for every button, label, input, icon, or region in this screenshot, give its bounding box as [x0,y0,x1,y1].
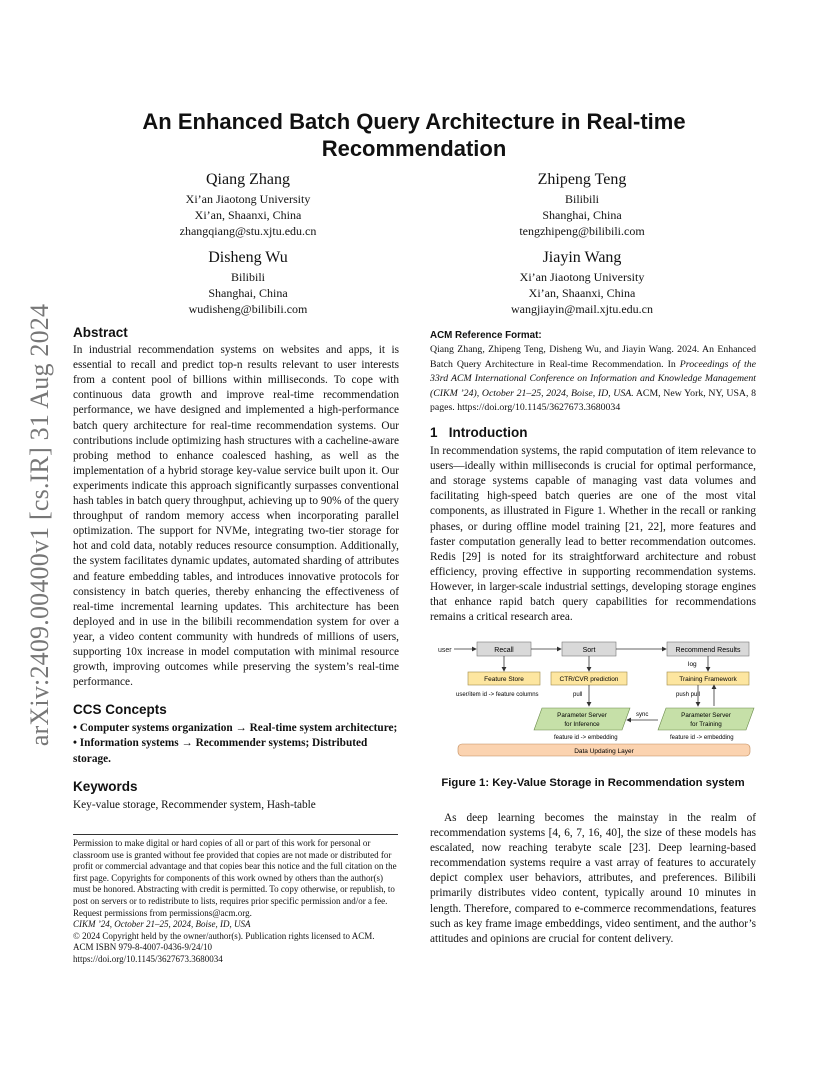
author-email[interactable]: wangjiayin@mail.xjtu.edu.cn [510,302,654,316]
introduction-paragraph-1: In recommendation systems, the rapid computation of item relevance to users—ideally within milliseconds is crucial for optimal performance, and storage systems capable of managing vast data volumes and facilitating high-speed batch queries are one of the most vital components, as illustrated in Figure 1. Whether in the recall or ranking phases, or during offline model training [21, 22], more features and faster computation generally lead to better recommendation outcomes. Redis [29] is noted for its straightforward architecture and robust efficiency, proving effective in supporting recommendation systems. However, in larger-scale industrial settings, developing storage engines that enhance rapid batch query capabilities for recommendations remains a critical research area. [430,445,756,624]
introduction-section [430,425,756,625]
introduction-paragraph-2-block [430,811,756,947]
acm-reference-heading: ACM Reference Format: [430,330,542,341]
author-name: Qiang Zhang [206,171,290,188]
author-location: Xi’an, Shaanxi, China [528,286,636,300]
introduction-paragraph-2: As deep learning becomes the mainstay in the realm of recommendation systems [4, 6, 7, 16, 40], the size of these models has escalated, now reaching terabyte scale [23]. Deep learning-based recommendation systems require a vast array of features to accurately depict complex user behaviors, attributes, and preferences. Bilibili primarily distributes video content, typically around 10 minutes in length. Therefore, compared to e-commerce recommendations, features such as key frame image embeddings, video sentiment, and the author’s attitudes and opinions are crucial for content delivery. [430,812,756,945]
ps-training-label-1: Parameter Server [681,712,731,719]
footnote-doi[interactable]: https://doi.org/10.1145/3627673.3680034 [73,953,223,964]
author-name: Zhipeng Teng [537,171,627,188]
footnote-venue: CIKM ’24, October 21–25, 2024, Boise, ID, USA [73,919,251,930]
ccs-heading: CCS Concepts [73,702,167,718]
sort-label: Sort [582,647,596,654]
ps-inference-label-1: Parameter Server [557,712,607,719]
feature-id-embedding-label-2: feature id -> embedding [670,735,734,741]
author-name: Disheng Wu [208,249,288,266]
author-block-4 [432,248,732,317]
ctr-label: CTR/CVR prediction [559,676,619,683]
author-affiliation: Xi’an Jiaotong University [185,192,311,206]
author-block-1 [98,170,398,239]
user-item-mapping-label: user/item id -> feature columns [456,692,539,698]
author-block-2 [432,170,732,239]
acm-reference-tail: ACM, New York, NY, USA, 8 pages. https://doi.org/10.1145/3627673.3680034 [430,387,756,414]
author-affiliation: Bilibili [564,192,599,206]
figure-1-diagram [430,638,760,764]
author-email[interactable]: tengzhipeng@bilibili.com [519,224,645,238]
author-location: Shanghai, China [208,286,288,300]
author-location: Shanghai, China [542,208,622,222]
abstract-heading: Abstract [73,325,128,340]
author-block-3 [98,248,398,317]
data-updating-layer-label: Data Updating Layer [574,748,634,755]
left-column [73,325,399,813]
introduction-title: Introduction [448,425,528,440]
author-email[interactable]: zhangqiang@stu.xjtu.edu.cn [179,224,317,238]
acm-reference-proceedings: Proceedings of the 33rd ACM International Conference on Information and Knowledge Management (CIKM ’24), October 21–25, 2024, Boise, ID, USA. [430,358,756,399]
footnote [73,838,399,966]
footnote-rule [73,834,398,835]
footnote-isbn: ACM ISBN 979-8-4007-0436-9/24/10 [73,942,212,953]
log-label: log [688,661,697,668]
author-affiliation: Bilibili [230,270,265,284]
figure-1-caption: Figure 1: Key-Value Storage in Recommendation system [441,777,745,789]
paper-title: An Enhanced Batch Query Architecture in Real-time Recommendation [142,109,686,161]
training-framework-label: Training Framework [679,676,737,683]
ps-inference-label-2: for Inference [564,721,600,728]
diagram-user-label: user [438,647,452,654]
keywords-heading: Keywords [73,778,138,794]
arxiv-identifier-text: arXiv:2409.00400v1 [cs.IR] 31 Aug 2024 [25,303,54,747]
ps-training-label-2: for Training [690,721,722,728]
ccs-text: • Computer systems organization → Real-time system architecture; • Information systems → Recommender systems; Distributed storage. [73,722,398,765]
push-pull-label: push pull [676,692,701,698]
author-name: Jiayin Wang [542,249,622,266]
acm-reference [430,329,756,415]
feature-id-embedding-label-1: feature id -> embedding [554,735,618,741]
abstract-text: In industrial recommendation systems on websites and apps, it is essential to recall and predict top-n results relevant to user interests from a content pool of billions within milliseconds. To cope with continuous data growth and improve real-time recommendation performance, we have designed and implemented a high-performance batch query architecture for real-time recommendation systems. Our contributions include optimizing hash structures with a cacheline-aware probing method to enhance coalesced hashing, as well as the implementation of a hybrid storage key-value service built upon it. Our experiments indicate this approach significantly surpasses conventional hash tables in batch query throughput, achieving up to 90% of the query throughput of random memory access when incorporating parallel optimization. The support for NVMe, integrating two-tier storage for hot and cold data, notably reduces resource consumption. Additionally, the system facilitates dynamic updates, automated sharding of attributes and feature embedding tables, and introduces innovative protocols for consistency in batch queries, thereby enhancing the effectiveness of real-time incremental learning updates. This architecture has been deployed and in use in the bilibili recommendation system for over a year, a video content community with hundreds of millions of users, supporting 10x increase in model computation with minimal resource growth, improving outcomes while preserving the system’s real-time performance. [73,344,399,689]
introduction-heading [430,425,756,440]
sync-label: sync [636,712,649,718]
feature-store-label: Feature Store [484,676,524,683]
recommend-results-label: Recommend Results [675,647,741,654]
acm-reference-authors: Qiang Zhang, Zhipeng Teng, Disheng Wu, and Jiayin Wang. 2024. An Enhanced Batch Query Architecture in Real-time Recommendation. In [430,344,756,370]
keywords-text: Key-value storage, Recommender system, Hash-table [73,798,316,811]
author-affiliation: Xi’an Jiaotong University [519,270,645,284]
pull-label: pull [573,692,583,698]
introduction-number: 1 [430,425,438,440]
footnote-permission: Permission to make digital or hard copies of all or part of this work for personal or classroom use is granted without fee provided that copies are not made or distributed for profit or commercial advantage and that copies bear this notice and the full citation on the first page. Copyrights for components of this work owned by others than the author(s) must be honored. Abstracting with credit is permitted. To copy otherwise, or republish, to post on servers or to redistribute to lists, requires prior specific permission and/or a fee. Request permissions from permissions@acm.org. [73,838,397,918]
arxiv-identifier [20,290,60,760]
author-email[interactable]: wudisheng@bilibili.com [188,302,308,316]
footnote-copyright: © 2024 Copyright held by the owner/author(s). Publication rights licensed to ACM. [73,930,375,941]
recall-label: Recall [494,647,514,654]
author-location: Xi’an, Shaanxi, China [194,208,302,222]
